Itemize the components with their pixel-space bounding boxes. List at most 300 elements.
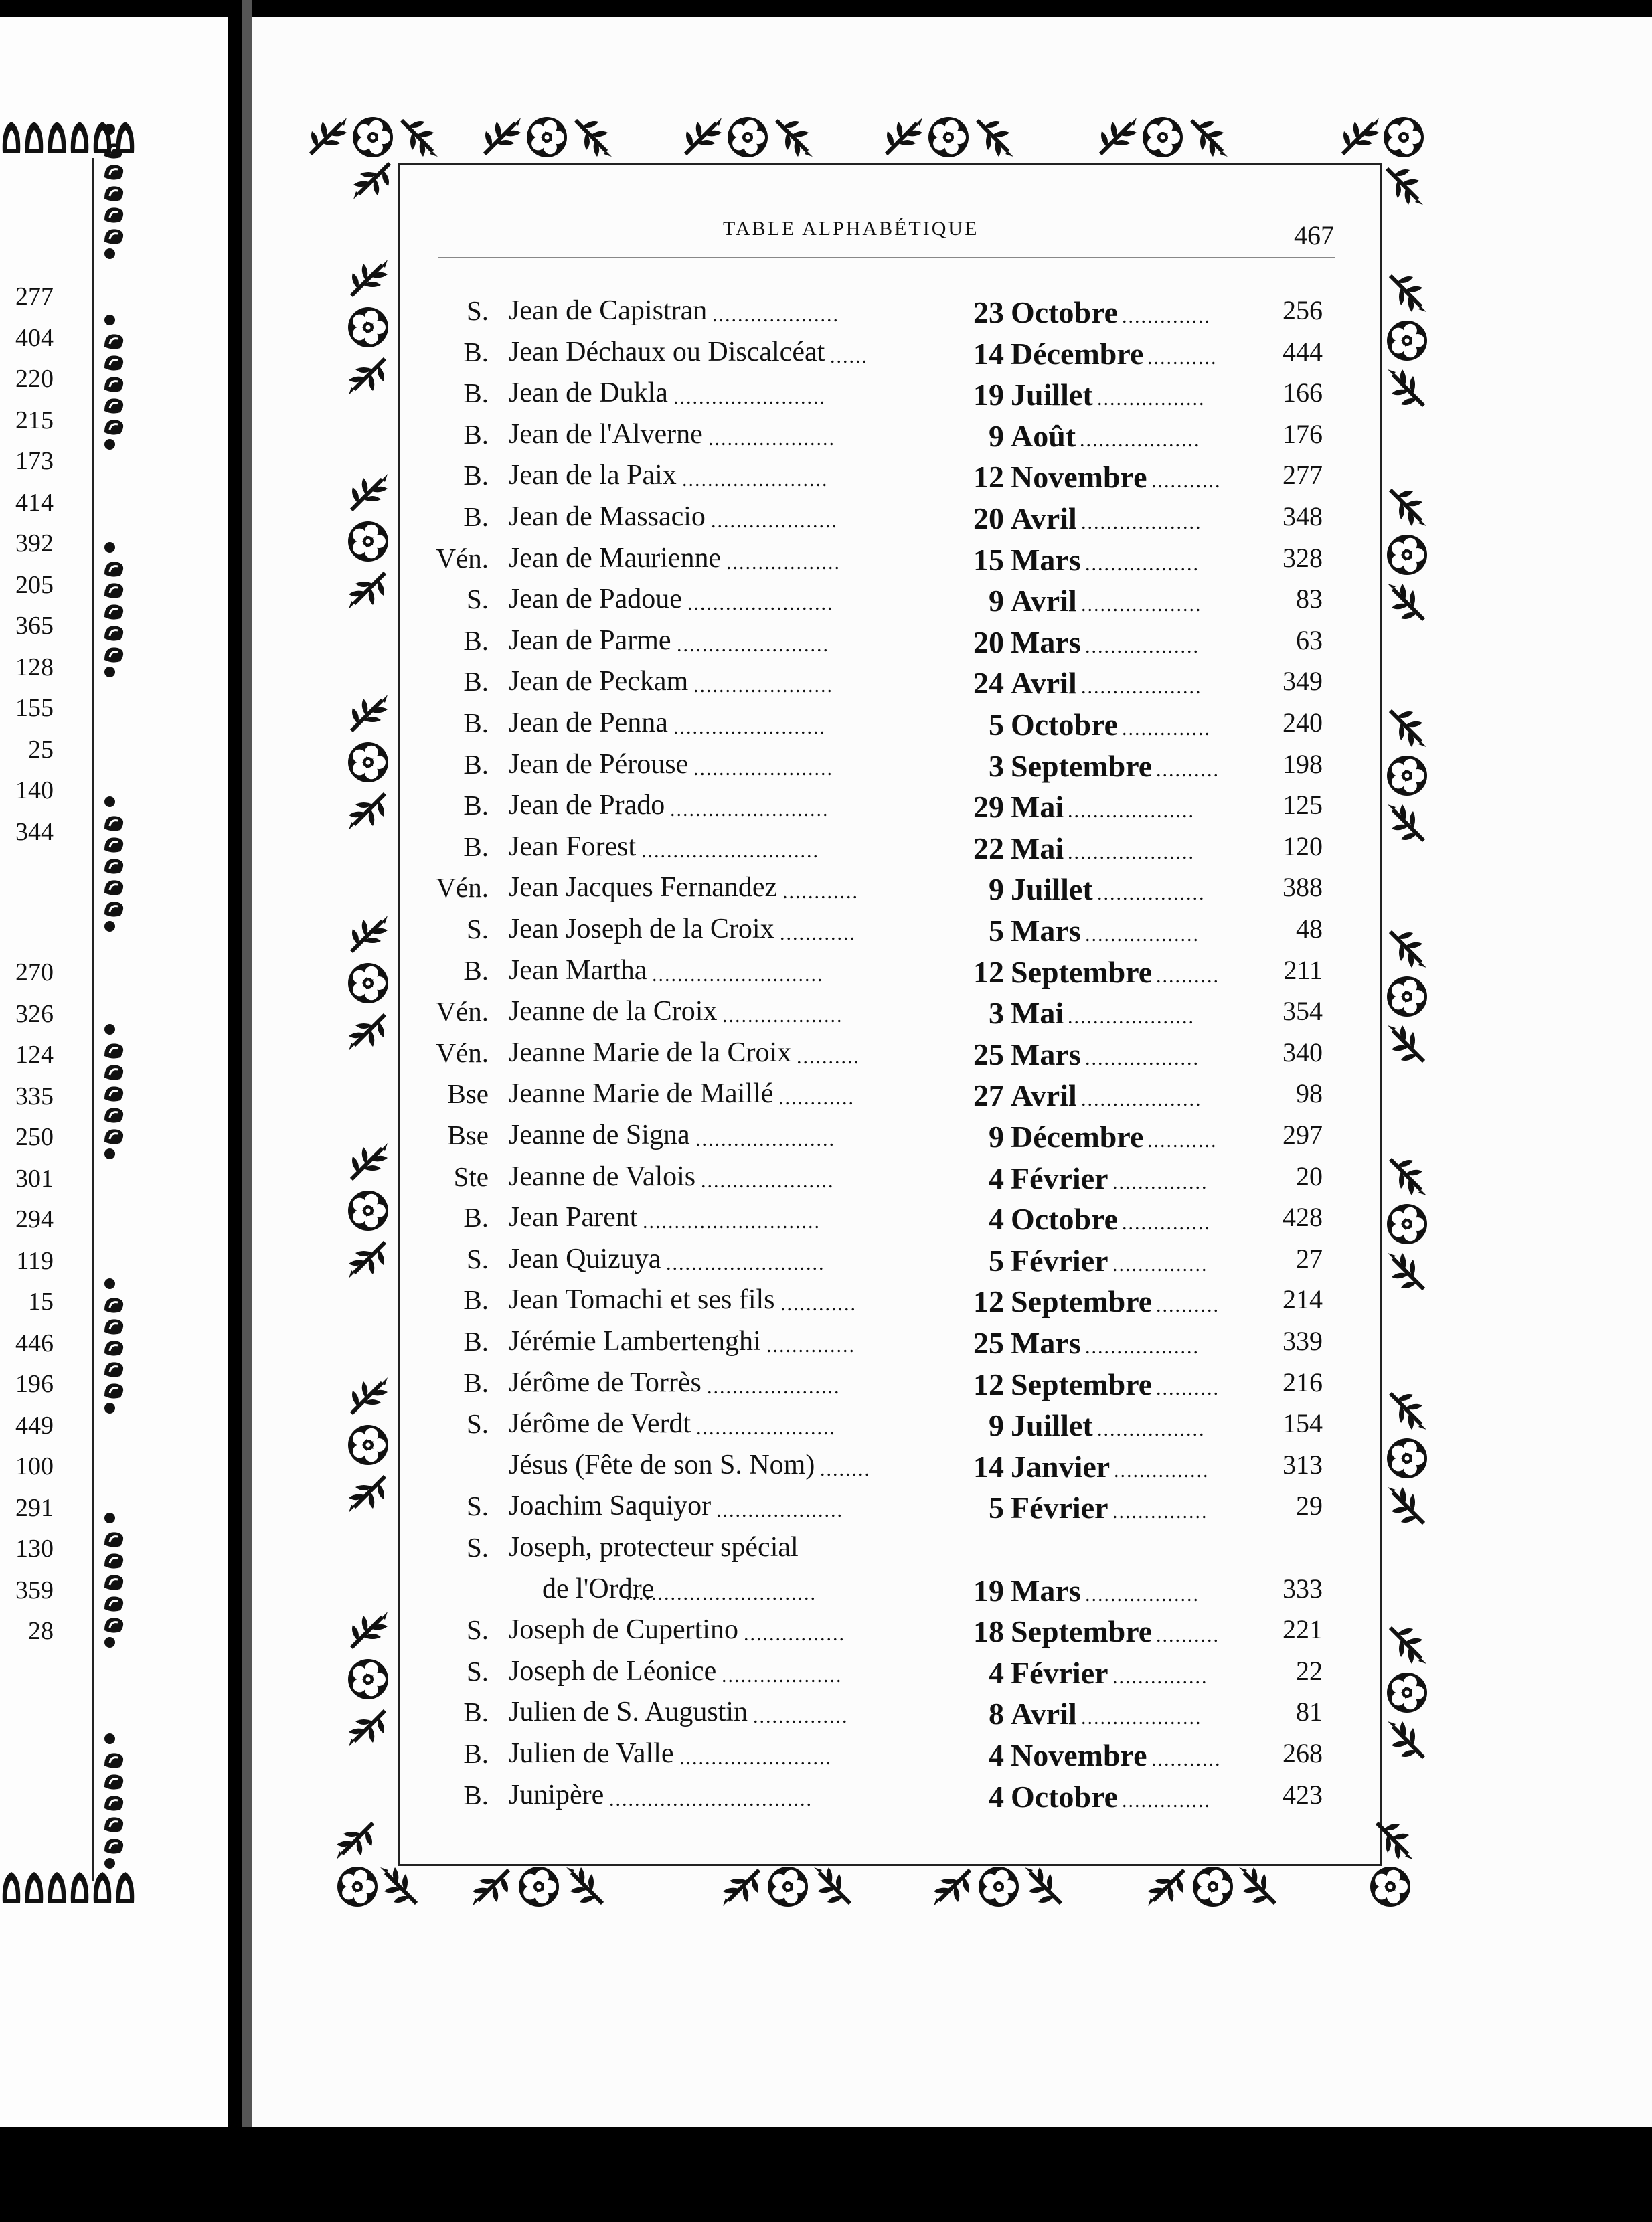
index-entry (0, 1449, 1652, 1490)
month-dot-leader: .................... (1068, 1006, 1195, 1029)
index-entry (0, 418, 1652, 459)
entry-page: 98 (1296, 1078, 1323, 1109)
index-entry (0, 954, 1652, 995)
name-dot-leader: .......... (797, 1045, 860, 1068)
previous-page-number: 365 (15, 612, 54, 640)
index-entry (0, 501, 1652, 541)
index-entry (0, 1037, 1652, 1078)
entry-name: Jean de Maurienne (509, 542, 722, 574)
entry-page: 81 (1296, 1697, 1323, 1727)
entry-name: Jean de Pérouse (509, 748, 689, 780)
running-head: TABLE ALPHABÉTIQUE (723, 218, 979, 240)
name-dot-leader: ........................ (677, 633, 829, 656)
entry-month: Février (1011, 1655, 1108, 1690)
entry-name: Jean Quizuya (509, 1243, 661, 1274)
entry-month: Juillet (1011, 377, 1093, 412)
entry-title: B. (463, 790, 489, 821)
entry-day: 25 (973, 1037, 1004, 1072)
entry-name: Jean Jacques Fernandez (509, 872, 778, 904)
index-entry (0, 748, 1652, 789)
month-dot-leader: .......... (1156, 964, 1220, 987)
entry-title: B. (463, 377, 489, 409)
entry-day: 3 (989, 748, 1004, 783)
name-dot-leader: ............................ (643, 1211, 821, 1233)
previous-page-number: 140 (15, 776, 54, 804)
name-dot-leader: ............ (780, 1293, 857, 1316)
entry-name: Joachim Saquiyor (509, 1490, 712, 1522)
entry-page: 348 (1283, 501, 1323, 531)
entry-month: Mars (1011, 1326, 1081, 1360)
entry-title: B. (463, 501, 489, 532)
name-dot-leader: ...................... (693, 757, 833, 780)
entry-page: 428 (1283, 1202, 1323, 1233)
scan-bottom-border (0, 2127, 1652, 2222)
month-dot-leader: .............. (1122, 305, 1211, 327)
entry-title: S. (466, 914, 489, 944)
tulip-frieze-ornament (0, 1868, 141, 1908)
name-dot-leader: ....................... (682, 468, 829, 491)
name-dot-leader: ........................ (673, 386, 826, 409)
entry-day: 9 (989, 418, 1004, 453)
previous-page-number: 344 (15, 817, 54, 846)
month-dot-leader: ............... (1112, 1253, 1208, 1276)
rosette-ornament (723, 112, 772, 162)
entry-day: 14 (973, 1449, 1004, 1484)
sprig-ornament (878, 112, 928, 162)
entry-day: 5 (989, 1490, 1004, 1525)
entry-day: 19 (973, 1573, 1004, 1608)
rosette-ornament (1366, 1862, 1415, 1911)
sprig-ornament (348, 155, 398, 205)
entry-title: S. (466, 1243, 489, 1274)
entry-month: Septembre (1011, 748, 1153, 783)
index-entry (0, 707, 1652, 748)
previous-page-number: 277 (15, 282, 54, 311)
month-dot-leader: ................... (1081, 594, 1202, 616)
entry-name: Jean de la Paix (509, 460, 677, 491)
entry-month: Septembre (1011, 1614, 1153, 1649)
entry-day: 4 (989, 1655, 1004, 1690)
entry-day: 12 (973, 954, 1004, 989)
entry-name: Jean Déchaux ou Discalcéat (509, 336, 825, 367)
rosette-ornament (1379, 112, 1428, 162)
name-dot-leader: .................... (716, 1499, 843, 1522)
rosette-ornament (974, 1862, 1023, 1911)
entry-name: Jean Martha (509, 954, 647, 986)
month-dot-leader: .................. (1085, 1336, 1200, 1358)
entry-page: 154 (1283, 1408, 1323, 1439)
entry-title: B. (463, 460, 489, 491)
name-dot-leader: .............. (766, 1335, 855, 1357)
entry-page: 214 (1283, 1284, 1323, 1315)
sprig-ornament (809, 1862, 858, 1911)
entry-title: B. (463, 748, 489, 780)
entry-title: B. (463, 624, 489, 656)
entry-name: Jean de Parme (509, 624, 671, 656)
previous-page-number: 196 (15, 1370, 54, 1398)
index-entry (0, 1531, 1652, 1572)
name-dot-leader: .............................. (626, 1582, 817, 1604)
entry-title: B. (463, 1326, 489, 1357)
month-dot-leader: .................. (1085, 924, 1200, 946)
index-entry (0, 583, 1652, 624)
entry-name: Joseph, protecteur spécial (509, 1532, 799, 1563)
name-dot-leader: .................... (711, 510, 838, 532)
index-entry (0, 871, 1652, 912)
name-dot-leader: ...... (830, 345, 868, 367)
month-dot-leader: ............... (1112, 1171, 1208, 1193)
name-dot-leader: ........ (820, 1458, 871, 1480)
name-dot-leader: ......................... (670, 798, 829, 821)
entry-month: Mars (1011, 624, 1081, 659)
month-dot-leader: ........... (1147, 346, 1218, 369)
entry-name: Joseph de Léonice (509, 1655, 717, 1687)
entry-name: Jean Joseph de la Croix (509, 914, 774, 944)
entry-name: de l'Ordre (542, 1573, 655, 1604)
entry-page: 354 (1283, 996, 1323, 1027)
entry-day: 22 (973, 831, 1004, 865)
entry-month: Avril (1011, 666, 1077, 701)
rosette-ornament (924, 112, 973, 162)
entry-title: B. (463, 1202, 489, 1233)
month-dot-leader: .............. (1122, 1789, 1211, 1812)
index-entry (0, 1737, 1652, 1778)
entry-title: Vén. (436, 996, 489, 1027)
entry-page: 221 (1283, 1614, 1323, 1645)
month-dot-leader: ................... (1081, 1707, 1202, 1729)
name-dot-leader: ................................ (609, 1788, 813, 1810)
name-dot-leader: ........................ (673, 716, 826, 738)
entry-day: 20 (973, 624, 1004, 659)
sprig-ornament (1379, 161, 1428, 210)
entry-day: 9 (989, 872, 1004, 907)
entry-month: Septembre (1011, 1367, 1153, 1401)
sprig-ornament (561, 1862, 610, 1911)
entry-month: Mars (1011, 542, 1081, 577)
entry-month: Juillet (1011, 872, 1093, 907)
month-dot-leader: .............. (1122, 717, 1211, 740)
entry-title: B. (463, 1779, 489, 1810)
entry-name: Jeanne de Signa (509, 1120, 690, 1150)
index-entry (0, 1119, 1652, 1160)
entry-month: Février (1011, 1243, 1108, 1278)
month-dot-leader: ............... (1112, 1501, 1208, 1523)
entry-page: 211 (1283, 954, 1323, 985)
entry-page: 328 (1283, 542, 1323, 573)
index-entry (0, 542, 1652, 583)
entry-month: Février (1011, 1490, 1108, 1525)
entry-page: 216 (1283, 1367, 1323, 1397)
index-entry (0, 1655, 1652, 1696)
entry-month: Novembre (1011, 460, 1147, 495)
entry-page: 125 (1283, 790, 1323, 821)
entry-name: Jean de Prado (509, 790, 665, 821)
index-entry (0, 1325, 1652, 1366)
entry-title: B. (463, 954, 489, 986)
entry-name: Jean Parent (509, 1202, 638, 1233)
month-dot-leader: ............... (1112, 1665, 1208, 1688)
entry-page: 22 (1296, 1655, 1323, 1686)
entry-name: Jean de Massacio (509, 501, 706, 532)
entry-title: S. (466, 1655, 489, 1687)
index-entry (0, 294, 1652, 335)
rosette-ornament (348, 112, 398, 162)
entry-month: Septembre (1011, 1284, 1153, 1319)
entry-page: 166 (1283, 377, 1323, 408)
entry-name: Jean de Dukla (509, 377, 668, 409)
month-dot-leader: .................. (1085, 552, 1200, 575)
month-dot-leader: .................. (1085, 1583, 1200, 1606)
index-entry (0, 1696, 1652, 1737)
entry-title: S. (466, 1532, 489, 1563)
entry-month: Septembre (1011, 954, 1153, 989)
entry-title: B. (463, 666, 489, 697)
entry-month: Janvier (1011, 1449, 1110, 1484)
entry-page: 256 (1283, 295, 1323, 325)
month-dot-leader: .............. (1122, 1212, 1211, 1235)
entry-page: 29 (1296, 1490, 1323, 1521)
name-dot-leader: ........................ (679, 1747, 832, 1769)
entry-title: Ste (453, 1161, 489, 1192)
entry-day: 27 (973, 1078, 1004, 1113)
entry-page: 20 (1296, 1161, 1323, 1191)
previous-page-number: 130 (15, 1535, 54, 1563)
entry-day: 9 (989, 1120, 1004, 1154)
sprig-ornament (303, 112, 352, 162)
index-entry (0, 1284, 1652, 1324)
previous-page-number: 100 (15, 1452, 54, 1480)
entry-title: S. (466, 295, 489, 326)
entry-day: 5 (989, 914, 1004, 948)
sprig-ornament (331, 1815, 381, 1865)
entry-month: Avril (1011, 1697, 1077, 1731)
sprig-ornament (1183, 112, 1233, 162)
entry-name: Jean Forest (509, 831, 637, 862)
name-dot-leader: .................... (708, 427, 835, 450)
entry-name: Joseph de Cupertino (509, 1614, 738, 1646)
entry-month: Octobre (1011, 707, 1119, 742)
name-dot-leader: ......................... (666, 1252, 825, 1274)
entry-page: 268 (1283, 1738, 1323, 1768)
rosette-ornament (514, 1862, 564, 1911)
previous-page-number: 119 (16, 1246, 54, 1275)
entry-day: 24 (973, 666, 1004, 701)
index-entry (0, 995, 1652, 1036)
month-dot-leader: .................. (1085, 634, 1200, 657)
entry-day: 12 (973, 1367, 1004, 1401)
entry-title: B. (463, 1697, 489, 1728)
previous-page-number: 205 (15, 570, 54, 599)
entry-page: 339 (1283, 1326, 1323, 1356)
index-entry (0, 1078, 1652, 1118)
entry-title: Bse (447, 1120, 489, 1150)
index-entry (0, 1201, 1652, 1242)
sprig-ornament (1369, 1815, 1418, 1865)
entry-page: 198 (1283, 748, 1323, 779)
entry-month: Février (1011, 1161, 1108, 1195)
name-dot-leader: ................... (722, 1005, 843, 1027)
name-dot-leader: .................. (726, 551, 841, 574)
entry-title: Vén. (436, 1037, 489, 1068)
index-entry (0, 1573, 1652, 1614)
previous-page-number: 301 (15, 1164, 54, 1193)
entry-month: Mai (1011, 996, 1064, 1031)
entry-page: 27 (1296, 1243, 1323, 1274)
index-entry (0, 789, 1652, 830)
previous-page-number: 25 (28, 735, 54, 764)
month-dot-leader: ............... (1114, 1459, 1210, 1482)
entry-day: 4 (989, 1161, 1004, 1195)
entry-day: 15 (973, 542, 1004, 577)
name-dot-leader: ...................... (693, 675, 833, 697)
entry-name: Junipère (509, 1779, 604, 1810)
index-entry (0, 913, 1652, 954)
previous-page-number: 173 (15, 447, 54, 475)
month-dot-leader: ................. (1097, 388, 1206, 410)
month-dot-leader: ................... (1081, 676, 1202, 699)
entry-day: 20 (973, 501, 1004, 535)
entry-page: 340 (1283, 1037, 1323, 1067)
index-entry (0, 459, 1652, 500)
entry-name: Jérôme de Torrès (509, 1367, 701, 1398)
sprig-ornament (969, 112, 1019, 162)
entry-day: 4 (989, 1779, 1004, 1814)
name-dot-leader: ................... (722, 1664, 843, 1687)
entry-month: Octobre (1011, 1779, 1119, 1814)
entry-page: 423 (1283, 1779, 1323, 1810)
previous-page-number: 124 (15, 1041, 54, 1069)
month-dot-leader: .................. (1085, 1047, 1200, 1070)
entry-month: Décembre (1011, 336, 1144, 371)
entry-name: Jeanne de la Croix (509, 996, 718, 1027)
sprig-ornament (677, 112, 727, 162)
entry-title: Vén. (436, 542, 489, 574)
entry-day: 5 (989, 707, 1004, 742)
previous-page-number: 449 (15, 1411, 54, 1440)
entry-month: Mai (1011, 790, 1064, 825)
entry-name: Jésus (Fête de son S. Nom) (509, 1449, 815, 1480)
entry-title: Vén. (436, 872, 489, 904)
entry-page: 313 (1283, 1449, 1323, 1480)
previous-page-number: 404 (15, 323, 54, 352)
page-number: 467 (1294, 220, 1334, 250)
entry-day: 29 (973, 790, 1004, 825)
entry-day: 12 (973, 460, 1004, 495)
previous-page-number: 291 (15, 1493, 54, 1522)
sprig-ornament (768, 112, 818, 162)
index-entry (0, 1161, 1652, 1201)
entry-page: 388 (1283, 872, 1323, 903)
sprig-ornament (1234, 1862, 1283, 1911)
entry-day: 14 (973, 336, 1004, 371)
entry-day: 8 (989, 1697, 1004, 1731)
entry-month: Décembre (1011, 1120, 1144, 1154)
entry-day: 3 (989, 996, 1004, 1031)
index-entry (0, 1779, 1652, 1820)
month-dot-leader: ................... (1081, 1088, 1202, 1111)
entry-page: 349 (1283, 666, 1323, 697)
sprig-ornament (568, 112, 617, 162)
entry-name: Jeanne Marie de la Croix (509, 1037, 792, 1068)
previous-page-number: 15 (28, 1288, 54, 1316)
entry-day: 19 (973, 377, 1004, 412)
entry-page: 176 (1283, 418, 1323, 449)
entry-name: Jean de Peckam (509, 666, 689, 697)
entry-title: S. (466, 1490, 489, 1522)
entry-title: B. (463, 1284, 489, 1316)
entry-page: 120 (1283, 831, 1323, 861)
rosette-ornament (763, 1862, 813, 1911)
sprig-ornament (1143, 1862, 1192, 1911)
month-dot-leader: .......... (1156, 758, 1220, 781)
entry-month: Juillet (1011, 1408, 1093, 1443)
previous-page-number: 250 (15, 1123, 54, 1151)
index-entry (0, 831, 1652, 871)
sprig-ornament (1335, 112, 1384, 162)
entry-month: Mars (1011, 1573, 1081, 1608)
entry-month: Novembre (1011, 1738, 1147, 1772)
rosette-ornament (522, 112, 572, 162)
entry-month: Octobre (1011, 295, 1119, 329)
entry-title: B. (463, 418, 489, 450)
sprig-ornament (1019, 1862, 1069, 1911)
index-entry (0, 1614, 1652, 1654)
previous-page-number: 215 (15, 406, 54, 434)
entry-title: B. (463, 1738, 489, 1769)
entry-month: Octobre (1011, 1202, 1119, 1237)
entry-day: 12 (973, 1284, 1004, 1319)
entry-name: Jean de Padoue (509, 584, 682, 615)
entry-page: 240 (1283, 707, 1323, 738)
entry-title: S. (466, 584, 489, 615)
entry-name: Jean de Capistran (509, 295, 708, 326)
index-entry (0, 1367, 1652, 1407)
month-dot-leader: ................... (1080, 428, 1201, 451)
month-dot-leader: .......... (1156, 1294, 1220, 1317)
entry-name: Jeanne Marie de Maillé (509, 1078, 774, 1110)
rosette-ornament (1138, 112, 1187, 162)
entry-name: Jeanne de Valois (509, 1161, 696, 1192)
sprig-ornament (375, 1862, 424, 1911)
index-entry (0, 377, 1652, 418)
month-dot-leader: ........... (1151, 470, 1222, 493)
previous-page-number: 270 (15, 958, 54, 987)
entry-name: Jean Tomachi et ses fils (509, 1284, 775, 1316)
name-dot-leader: .................... (712, 304, 839, 326)
entry-month: Avril (1011, 501, 1077, 535)
entry-page: 63 (1296, 624, 1323, 655)
entry-name: Julien de Valle (509, 1738, 674, 1769)
entry-page: 297 (1283, 1120, 1323, 1150)
previous-page-number: 335 (15, 1082, 54, 1110)
entry-title: S. (466, 1408, 489, 1440)
entry-name: Jean de l'Alverne (509, 418, 703, 450)
sprig-ornament (1092, 112, 1142, 162)
header-rule (438, 257, 1335, 258)
entry-name: Jean de Penna (509, 707, 668, 738)
previous-page-number: 294 (15, 1205, 54, 1233)
entry-month: Mars (1011, 914, 1081, 948)
entry-title: B. (463, 1367, 489, 1398)
index-entry (0, 624, 1652, 665)
month-dot-leader: ........... (1147, 1130, 1218, 1152)
entry-day: 4 (989, 1202, 1004, 1237)
name-dot-leader: ............... (753, 1705, 849, 1728)
month-dot-leader: .................... (1068, 800, 1195, 823)
name-dot-leader: ..................... (707, 1375, 841, 1398)
entry-title: B. (463, 707, 489, 738)
entry-day: 9 (989, 1408, 1004, 1443)
